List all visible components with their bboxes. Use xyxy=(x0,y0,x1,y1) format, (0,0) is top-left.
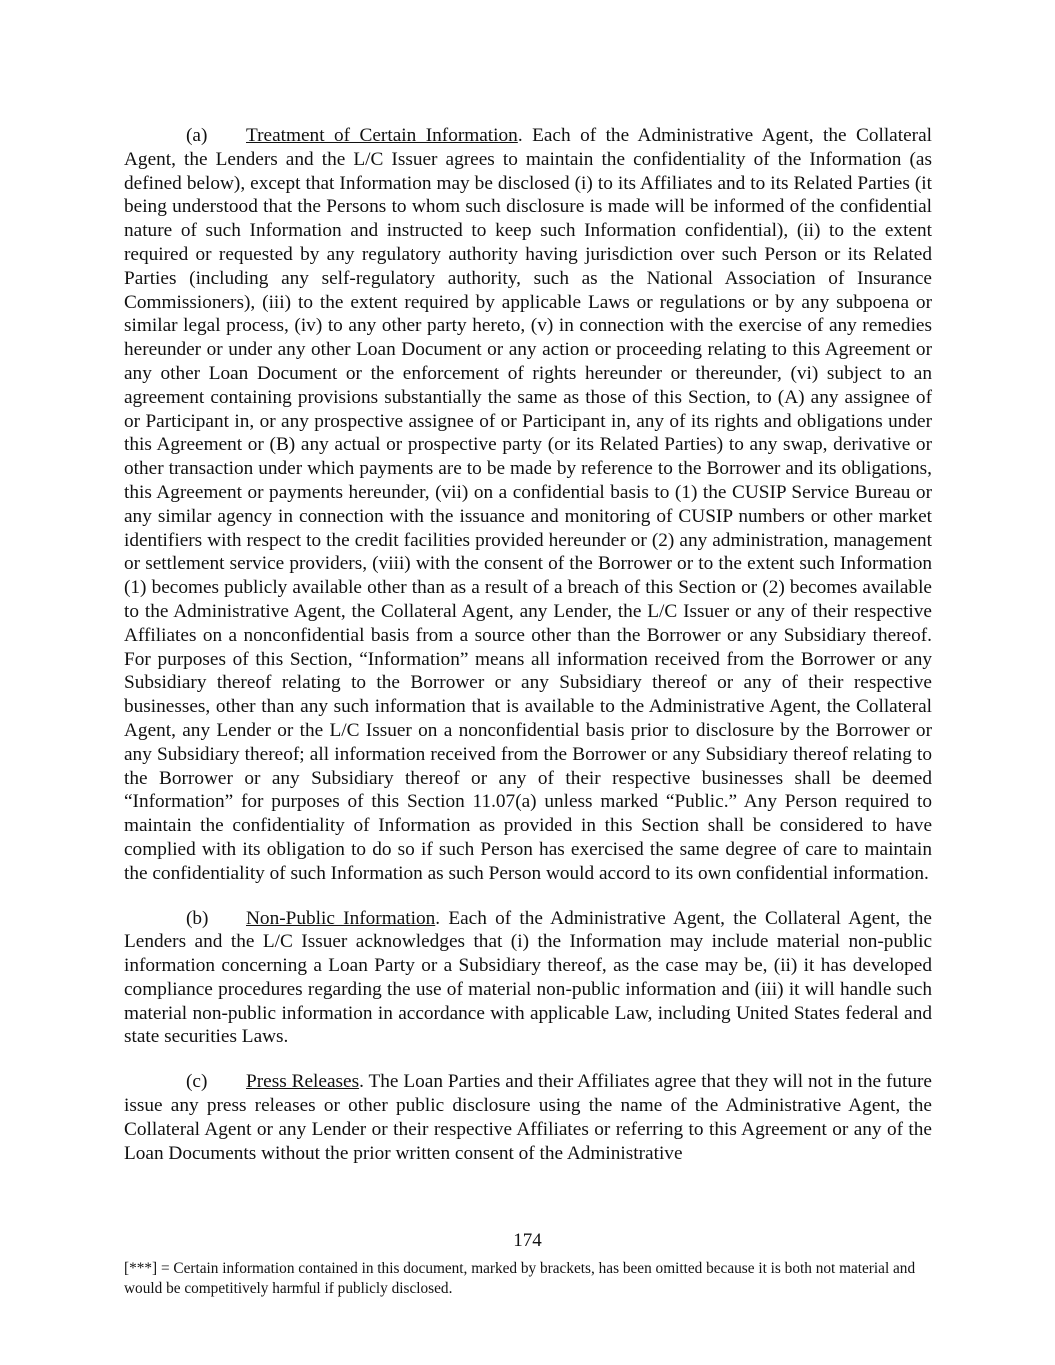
document-page xyxy=(124,124,932,1186)
footnote: [***] = Certain information contained in this document, marked by brackets, has been omitted because it is both not material and would be competitively harmful if publicly disclosed. xyxy=(124,1260,916,1297)
section-label: (a) xyxy=(186,125,208,146)
section-body: . Each of the Administrative Agent, the Collateral Agent, the Lenders and the L/C Issuer agrees to maintain the confidentiality of the Information (as defined below), except that Information may be disclosed (i) to its Affiliates and to its Related Parties (it being understood that the Persons to whom such disclosure is made will be informed of the confidential nature of such Information and instructed to keep such Information confidential), (ii) to the extent required or requested by any regulatory authority having jurisdiction over such Person or its Related Parties (including any self-regulatory authority, such as the National Association of Insurance Commissioners), (iii) to the extent required by applicable Laws or regulations or by any subpoena or similar legal process, (iv) to any other party hereto, (v) in connection with the exercise of any remedies hereunder or under any other Loan Document or any action or proceeding relating to this Agreement or any other Loan Document or the enforcement of rights hereunder or thereunder, (vi) subject to an agreement containing provisions substantially the same as those of this Section, to (A) any assignee of or Participant in, or any prospective assignee of or Participant in, any of its rights and obligations under this Agreement or (B) any actual or prospective party (or its Related Parties) to any swap, derivative or other transaction under which payments are to be made by reference to the Borrower and its obligations, this Agreement or payments hereunder, (vii) on a confidential basis to (1) the CUSIP Service Bureau or any similar agency in connection with the issuance and monitoring of CUSIP numbers or other market identifiers with respect to the credit facilities provided hereunder or (2) any administration, management or settlement service providers, (viii) with the consent of the Borrower or to the extent such Information (1) becomes publicly available other than as a result of a breach of this Section or (2) becomes available to the Administrative Agent, the Collateral Agent, any Lender, the L/C Issuer or any of their respective Affiliates on a nonconfidential basis from a source other than the Borrower or any Subsidiary thereof. For purposes of this Section, “Information” means all information received from the Borrower or any Subsidiary thereof relating to the Borrower or any Subsidiary thereof or any of their respective businesses, other than any such information that is available to the Administrative Agent, the Collateral Agent, any Lender or the L/C Issuer on a nonconfidential basis prior to disclosure by the Borrower or any Subsidiary thereof; all information received from the Borrower or any Subsidiary thereof relating to the Borrower or any Subsidiary thereof or any of their respective businesses shall be deemed “Information” for purposes of this Section 11.07(a) unless marked “Public.” Any Person required to maintain the confidentiality of Information as provided in this Section shall be considered to have complied with its obligation to do so if such Person has exercised the same degree of care to maintain the confidentiality of such Information as such Person would accord to its own confidential information. xyxy=(124,125,932,884)
section-b xyxy=(124,907,932,1050)
section-label: (c) xyxy=(186,1071,208,1093)
section-heading: Press Releases xyxy=(246,1071,360,1093)
page-number: 174 xyxy=(513,1230,542,1251)
section-body: . Each of the Administrative Agent, the Collateral Agent, the Lenders and the L/C Issuer acknowledges that (i) the Information may include material non-public information concerning a Loan Party or a Subsidiary thereof, as the case may be, (ii) it has developed compliance procedures regarding the use of material non-public information and (iii) it will handle such material non-public information in accordance with applicable Law, including United States federal and state securities Laws. xyxy=(124,907,932,1048)
section-heading: Non-Public Information xyxy=(246,907,436,929)
section-c xyxy=(124,1070,932,1165)
section-body: . The Loan Parties and their Affiliates agree that they will not in the future issue any press releases or other public disclosure using the name of the Administrative Agent, the Collateral Agent or any Lender or their respective Affiliates or referring to this Agreement or any of the Loan Documents without the prior written consent of the Administrative xyxy=(124,1071,932,1164)
section-label: (b) xyxy=(186,907,209,929)
section-heading: Treatment of Certain Information xyxy=(246,125,518,146)
section-a xyxy=(124,124,932,886)
